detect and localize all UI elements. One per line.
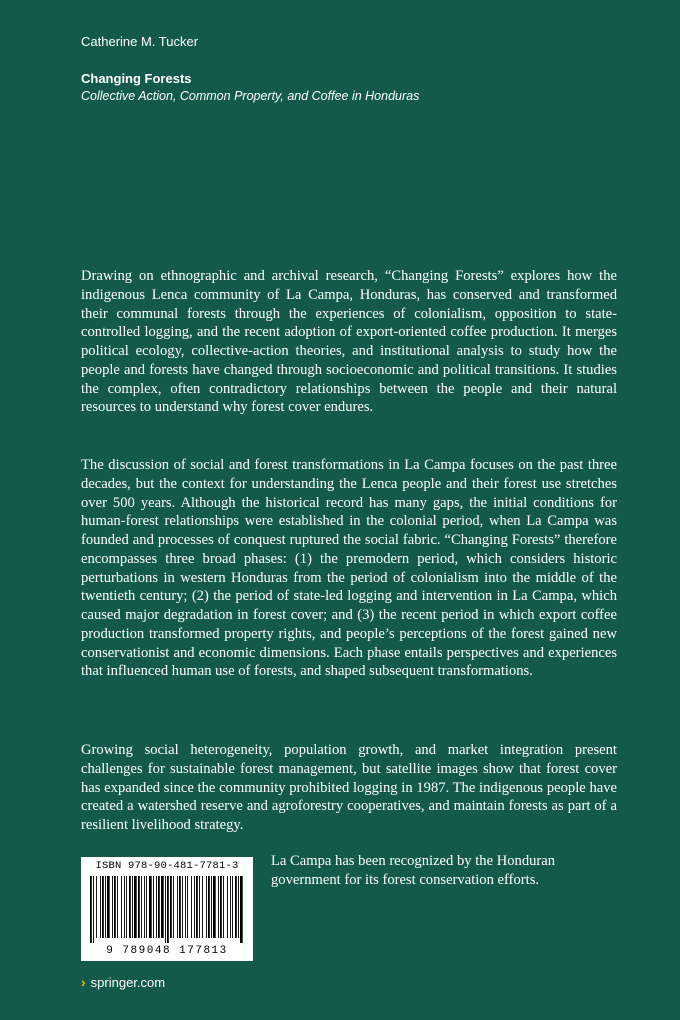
barcode-bar — [129, 876, 131, 938]
ean-number: 9 789048 177813 — [106, 945, 228, 957]
barcode-bar — [227, 876, 228, 938]
blurb-paragraph: Drawing on ethnographic and archival research, “Changing Forests” explores how the indigenous Lenca community of La Campa, Honduras, has conserved and transformed their communal forests through the experiences of colonialism, opposition to state-controlled logging, and the recent adoption of export-oriented coffee production. It merges political ecology, collective-action theories, and institutional analysis to study how the people and forests have changed through socioeconomic and political transitions. It studies the complex, often contradictory relationships between the people and their natural resources to understand why forest cover endures. — [81, 268, 617, 416]
barcode-bar — [191, 876, 192, 938]
barcode-bar — [105, 876, 106, 938]
barcode-bar — [158, 876, 160, 938]
author-name: Catherine M. Tucker — [81, 34, 199, 49]
barcode-bar — [100, 876, 101, 938]
barcode-bar — [134, 876, 137, 938]
barcode-bar — [230, 876, 231, 938]
chevron-right-icon: › — [81, 974, 86, 990]
barcode-bar — [138, 876, 140, 938]
barcode-bar — [141, 876, 142, 938]
barcode-bar — [132, 876, 133, 938]
barcode-bar — [235, 876, 237, 938]
blurb-paragraph: The discussion of social and forest transformations in La Campa focuses on the past three decades, but the context for understanding the Lenca people and their forest use stretches over 500 years. Although the historical record has many gaps, the initial conditions for human-forest relationships were established in the colonial period, when La Campa was founded and processes of conquest ruptured the social fabric. “Changing Forests” therefore encompasses three broad phases: (1) the premodern period, which considers historic perturbations in western Honduras from the period of colonialism into the middle of the twentieth century; (2) the period of state-led logging and intervention in La Campa, which caused major degradation in forest cover; and (3) the recent period in which export coffee production transformed property rights, and people’s perceptions of the forest gained new conservationist and economic dimensions. Each phase entails perspectives and experiences that influenced human use of forests, and shaped subsequent transformations. — [81, 457, 617, 680]
barcode-bar — [165, 876, 166, 943]
barcode-bars — [89, 876, 245, 943]
publisher-link[interactable] — [81, 974, 165, 990]
barcode-bar — [93, 876, 94, 943]
barcode-bar — [156, 876, 157, 938]
barcode-bar — [240, 876, 243, 943]
barcode-bar — [153, 876, 154, 938]
barcode-bar — [117, 876, 118, 938]
barcode-bar — [213, 876, 216, 938]
barcode-bar — [170, 876, 172, 938]
barcode-bar — [187, 876, 188, 938]
barcode-bar — [107, 876, 110, 938]
isbn-label: ISBN 978-90-481-7781-3 — [95, 860, 239, 872]
barcode-bar — [196, 876, 198, 938]
barcode-bar — [121, 876, 122, 938]
barcode-bar — [182, 876, 183, 938]
book-subtitle: Collective Action, Common Property, and Coffee in Honduras — [81, 89, 420, 103]
barcode-bar — [114, 876, 116, 938]
barcode-bar — [232, 876, 233, 938]
barcode-bar — [206, 876, 207, 938]
barcode-bar — [173, 876, 174, 938]
barcode-bar — [208, 876, 210, 938]
barcode-bar — [202, 876, 203, 938]
closing-note: La Campa has been recognized by the Honduran government for its forest conservation efforts. — [271, 853, 556, 888]
barcode-bar — [124, 876, 125, 938]
barcode-bar — [96, 876, 97, 938]
barcode-bar — [177, 876, 178, 938]
barcode-bar — [179, 876, 181, 938]
barcode-bar — [218, 876, 219, 938]
barcode-bar — [112, 876, 113, 938]
barcode-bar — [146, 876, 147, 938]
blurb-paragraph: Growing social heterogeneity, population growth, and market integration present challenges for sustainable forest management, but satellite images show that forest cover has expanded since the community prohibited logging in 1987. The indigenous people have created a watershed reserve and agroforestry cooperatives, and maintain forests as part of a resilient livelihood strategy. — [81, 742, 617, 833]
barcode-bar — [90, 876, 92, 943]
barcode-bar — [161, 876, 164, 938]
barcode-bar — [144, 876, 145, 938]
barcode-bar — [185, 876, 186, 938]
barcode-bar — [238, 876, 239, 938]
barcode-bar — [126, 876, 127, 938]
barcode-bar — [102, 876, 104, 938]
barcode-bar — [149, 876, 152, 938]
barcode-bar — [194, 876, 195, 938]
publisher-url: springer.com — [90, 974, 166, 990]
barcode-bar — [220, 876, 222, 938]
barcode-bar — [167, 876, 169, 943]
book-title: Changing Forests — [81, 71, 192, 86]
barcode-bar — [199, 876, 200, 938]
barcode-bar — [223, 876, 224, 938]
barcode-bar — [211, 876, 212, 938]
isbn-barcode — [81, 857, 253, 961]
